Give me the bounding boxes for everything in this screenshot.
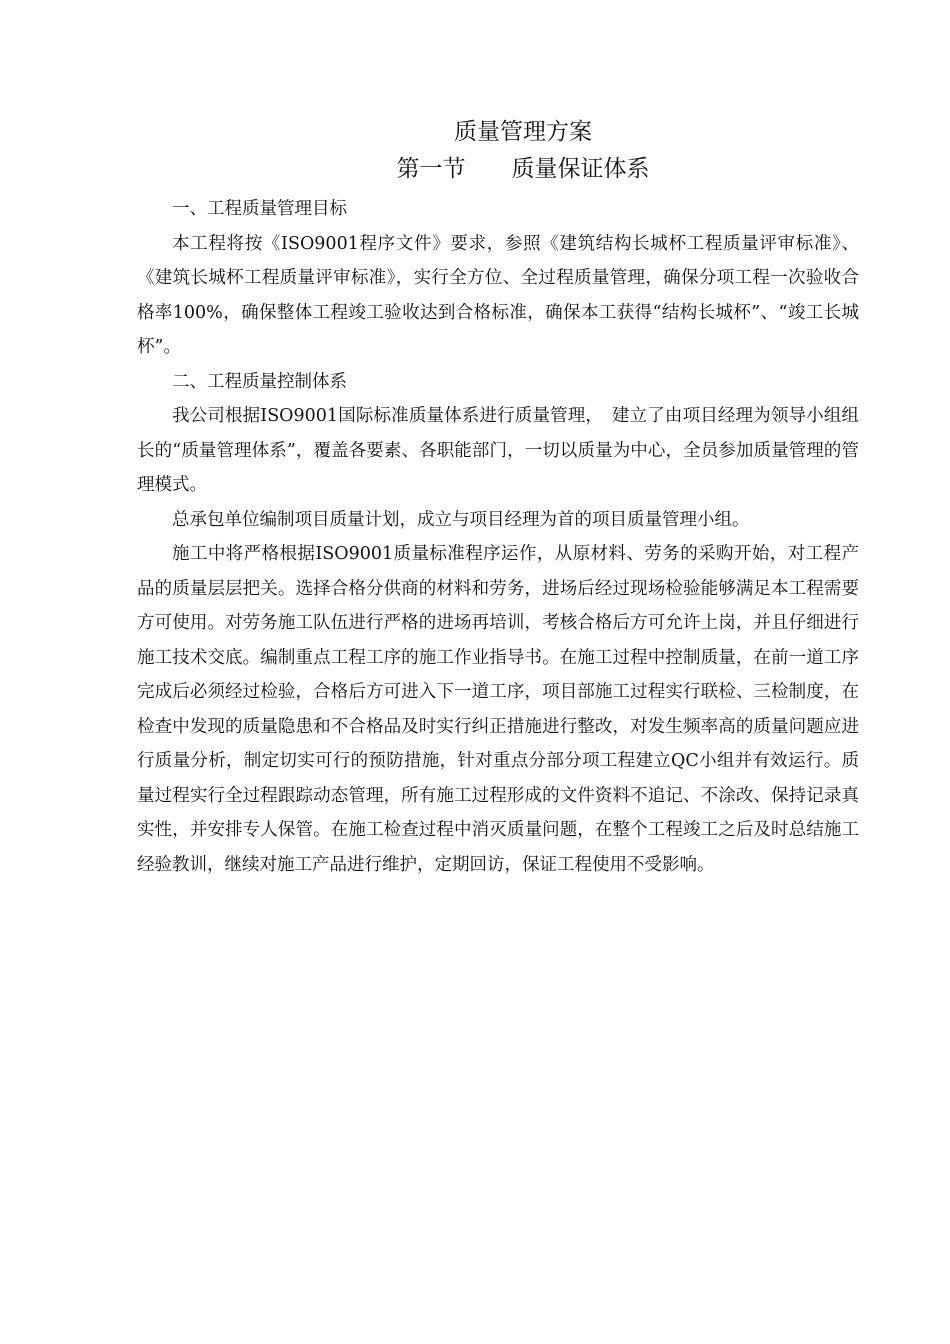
document-body (137, 192, 859, 882)
paragraph-construction-control: 施工中将严格根据ISO9001质量标准程序运作，从原材料、劳务的采购开始，对工程产品的质量层层把关。选择合格分供商的材料和劳务，进场后经过现场检验能够满足本工程需要方可使用。对劳务施工队伍进行严格的进场再培训，考核合格后方可允许上岗，并且仔细进行施工技术交底。编制重点工程工序的施工作业指导书。在施工过程中控制质量，在前一道工序完成后必须经过检验，合格后方可进入下一道工序，项目部施工过程实行联检、三检制度，在检查中发现的质量隐患和不合格品及时实行纠正措施进行整改，对发生频率高的质量问题应进行质量分析，制定切实可行的预防措施，针对重点分部分项工程建立QC小组并有效运行。质量过程实行全过程跟踪动态管理，所有施工过程形成的文件资料不追记、不涂改、保持记录真实性，并安排专人保管。在施工检查过程中消灭质量问题，在整个工程竣工之后及时总结施工经验教训，继续对施工产品进行维护，定期回访，保证工程使用不受影响。 (137, 544, 859, 875)
section-heading-quality-goal: 一、工程质量管理目标 (172, 199, 347, 219)
section-heading-quality-control: 二、工程质量控制体系 (172, 371, 347, 392)
paragraph-quality-plan: 总承包单位编制项目质量计划，成立与项目经理为首的项目质量管理小组。 (172, 509, 750, 530)
paragraph-quality-system: 我公司根据ISO9001国际标准质量体系进行质量管理， 建立了由项目经理为领导小组组长的“质量管理体系”，覆盖各要素、各职能部门，一切以质量为中心，全员参加质量管理的管理模式。 (137, 406, 859, 495)
paragraph-quality-goal: 本工程将按《ISO9001程序文件》要求，参照《建筑结构长城杯工程质量评审标准》、《建筑长城杯工程质量评审标准》，实行全方位、全过程质量管理，确保分项工程一次验收合格率100%，确保整体工程竣工验收达到合格标准，确保本工获得“结构长城杯”、“竣工长城杯”。 (137, 233, 859, 357)
document-title: 质量管理方案 (454, 119, 592, 145)
section-title: 第一节 质量保证体系 (396, 156, 650, 182)
